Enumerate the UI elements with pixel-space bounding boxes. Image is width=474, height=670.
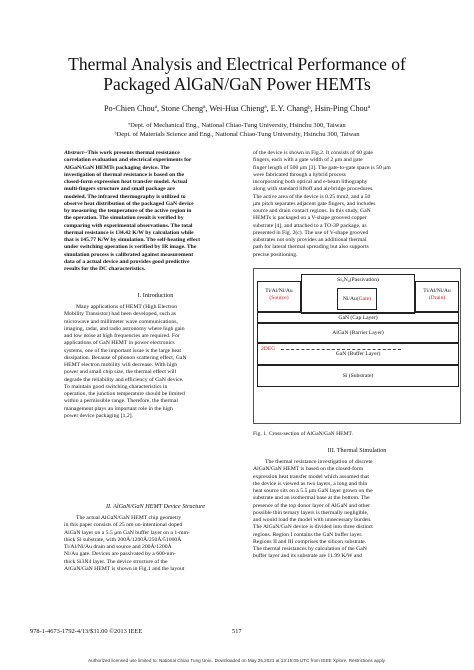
body-line: applications of GaN HEMT in power electronics (64, 340, 175, 347)
body-line: possible thin ternary layers is thermally negligible, (253, 509, 369, 516)
abstract-line: data of a actual device and provides good predictive (64, 258, 190, 265)
affiliation-b: ᵇDept. of Materials Science and Eng., National Chiao-Tung University, Hsinchu 300, Taiwan (114, 131, 360, 138)
section-2-body (64, 515, 247, 573)
body-line: Ni/Au gate. Devices are passivated by a 600-nm- (64, 551, 176, 558)
body-line: presented in Fig. 2(c). The use of V-shape grooved (253, 229, 369, 236)
gate-contact (337, 288, 377, 310)
body-line: fingers, each with a gate width of 2 μm and gate (253, 157, 363, 164)
abstract-line: results for the DC characteristics. (64, 266, 146, 272)
body-line: HEMT electron mobility will decrease. With high (64, 362, 178, 368)
body-line: the device is viewed as two layers, a long and thin (253, 480, 368, 487)
body-line: precise positioning. (253, 251, 298, 258)
body-line: microwave and millimeter wave communications, (64, 318, 178, 325)
body-line: thick Si3N4 layer. The device structure of the (64, 558, 168, 565)
body-line: incorporating both optical and e-beam lithography (253, 179, 368, 185)
body-line: The thermal resistance investigation of discrete (265, 459, 373, 465)
buffer-layer (257, 343, 459, 365)
body-line: systems, one of the important issue is the large heat (64, 347, 182, 354)
body-line: HEMTs is packaged on a V-shape grooved copper (253, 215, 367, 222)
substrate-layer: Si (Substrate) (257, 365, 459, 387)
passivation-label: Si₃N₄(Passivation) (337, 277, 379, 283)
body-line: management plays an important role in the high (64, 405, 173, 412)
2deg-line (281, 349, 401, 350)
drain-metal-label: Ti/Al/Ni/Au (423, 288, 451, 294)
drain-label: (Drain) (428, 295, 446, 301)
abstract-line: investigation of thermal resistance is based on the (64, 171, 185, 178)
body-line: within a permissible range. Therefore, the thermal (64, 398, 178, 405)
body-line: Ti/Al/Ni/Au drain and source and 200Å/1200Å (64, 544, 172, 550)
drain-contact (415, 281, 459, 312)
section-1-body (64, 304, 247, 420)
footer-isbn: 978-1-4673-1792-4/13/$31.00 ©2013 IEEE (30, 628, 143, 635)
cap-layer: GaN (Cap Layer) (257, 312, 459, 323)
paper-title (0, 54, 474, 94)
gate-label: (Gate) (356, 296, 372, 302)
body-line: Regions II and III comprises the silicon substrate. (253, 538, 367, 545)
body-line: imaging, radar, and radio astronomy where high gain (64, 325, 185, 332)
barrier-layer: AlGaN (Barrier Layer) (257, 323, 459, 343)
body-line: regions. Region I contains the GaN buffer layer. (253, 531, 363, 538)
body-line: buffer layer and its substrate are 11.99 K/W and (253, 553, 363, 560)
body-line: degrade the reliability and efficiency of GaN device. (64, 376, 184, 383)
body-line: The thermal resistances by calculation of the GaN (253, 546, 367, 552)
abstract-line: simulation process is calibrated against measurement (64, 251, 194, 258)
body-line: μm pitch separates adjacent gate fingers, and includes (253, 200, 376, 207)
body-line: The AlGaN/GaN device is divided into three distinct (253, 524, 373, 531)
gate-metal-label: Ni/Au (342, 296, 357, 302)
abstract-line: modeled. The infrared thermography is utilized to (64, 193, 186, 200)
title-line-2: Packaged AlGaN/GaN Power HEMTs (103, 74, 371, 94)
abstract-line: closed-form expression heat transfer model. Actual (64, 179, 188, 185)
2deg-label: 2DEG (261, 346, 276, 352)
body-line: in this paper consists of 25 nm un-intentional doped (64, 522, 183, 529)
source-metal-label: Ti/Al/Ni/Au (265, 288, 293, 294)
body-line: and low noise at high frequencies are required. For (64, 333, 180, 339)
abstract-line: under switching operation is verified by IR image. The (64, 244, 197, 251)
abstract-line: that is 145.77 K/W by simulation. The self-heating effect (64, 237, 200, 243)
author-list: Po-Chien Chouª, Stone Chengª, Wei-Hua Chiengª, E.Y. Changᵇ, Hsin-Ping Chouª (103, 104, 370, 113)
abstract-line: comparing with experimental observations. The total (64, 222, 193, 229)
body-line: substrate [4], and attached to a TO-3P package, as (253, 222, 367, 229)
body-line: along with standard liftoff and air-bridge procedures. (253, 186, 374, 193)
section-3-body (253, 459, 461, 561)
body-line: Many applications of HEMT (High Electron (76, 304, 178, 310)
body-line: substrates not only provides an additional thermal (253, 237, 367, 243)
body-line: substrate and an isothermal base at the bottom. The (253, 495, 370, 502)
body-line: of the device is shown in Fig.2. It consists of 60 gate (253, 150, 373, 156)
body-line: The active area of the device is 0.25 mm2, and a 50 (253, 193, 371, 200)
body-line: power and small chip size, the thermal effect will (64, 369, 177, 376)
abstract (64, 150, 247, 273)
body-line: path for lateral thermal spreading but also supports (253, 244, 369, 251)
abstract-line: AlGaN/GaN HEMTs packaging device. The (64, 164, 170, 171)
body-line: operation, the junction temperature should be limited (64, 391, 185, 397)
body-line: AlGaN layer on a 5.5 μm GaN buffer layer on a 1-mm- (64, 529, 190, 536)
body-line: and would load the model with unnecessary burden. (253, 517, 372, 523)
body-line: power device packaging [1,2]. (64, 412, 134, 419)
source-label: (Source) (269, 295, 289, 301)
source-contact (257, 281, 301, 312)
body-line: To maintain good switching characteristics in (64, 383, 168, 390)
abstract-line: observe heat distribution of the packaged GaN device (64, 200, 194, 207)
body-line: AlGaN/GaN HEMT is shown in Fig.1 and the layout (64, 565, 185, 572)
body-line: thick Si substrate, with 200Å/1200Å/250Å/51000Å (64, 536, 182, 543)
figure-caption: Fig. 1. Cross-section of AlGaN/GaN HEMT. (253, 431, 353, 437)
body-line: were fabricated through a hybrid process (253, 171, 347, 178)
body-line: finger length of 500 μm [3]. The gate-to-gate space is 50 μm (253, 164, 391, 171)
abstract-line: the operation. The simulation result is verified by (64, 215, 184, 222)
abstract-label: Abstract (64, 150, 84, 156)
abstract-line: thermal resistance is 134.42 K/W by calculation while (64, 229, 194, 236)
body-line: presence of the top donor layer of AlGaN and other (253, 502, 371, 509)
body-line: Mobility Transistor) had been developed, such as (64, 311, 176, 318)
buffer-label: GaN (Buffer Layer) (335, 351, 381, 357)
section-1-heading: I. Introduction (137, 292, 174, 299)
section-3-heading: III. Thermal Simulation (327, 447, 387, 454)
section-2-continued (253, 150, 461, 259)
body-line: The actual AlGaN/GaN HEMT chip geometry (76, 515, 182, 521)
body-line: heat source sits on a 5.5 μm GaN layer grown on the (253, 488, 373, 494)
body-line: expression heat transfer model which assumed that (253, 473, 369, 480)
section-2-heading: II. AlGaN/GaN HEMT Device Structure (105, 503, 206, 510)
affiliation-a: ªDept. of Mechanical Eng., National Chiao-Tung University, Hsinchu 300, Taiwan (128, 122, 346, 129)
figure-cross-section (253, 268, 461, 423)
download-notice: Authorized licensed use limited to: National Chiao Tung Univ.. Downloaded on May 25,2021 at 13:15:09 UTC from IEEE Xplore. Restrictions apply. (88, 658, 386, 663)
body-line: dissipation. Because of phonon scattering effect, GaN (64, 354, 187, 361)
abstract-line: by measuring the temperature of the active region in (64, 208, 192, 214)
abstract-line: --This work presents thermal resistance (83, 150, 180, 156)
title-line-1: Thermal Analysis and Electrical Performance of (68, 54, 406, 74)
body-line: AlGaN/GaN HEMT is based on the closed-form (253, 466, 364, 473)
page-number: 517 (232, 628, 242, 635)
abstract-line: correlation evaluation and electrical experiments for (64, 157, 192, 164)
body-line: source and drain contact regions. In this study, GaN (253, 208, 371, 214)
abstract-line: multi-fingers structure and small package are (64, 186, 175, 193)
